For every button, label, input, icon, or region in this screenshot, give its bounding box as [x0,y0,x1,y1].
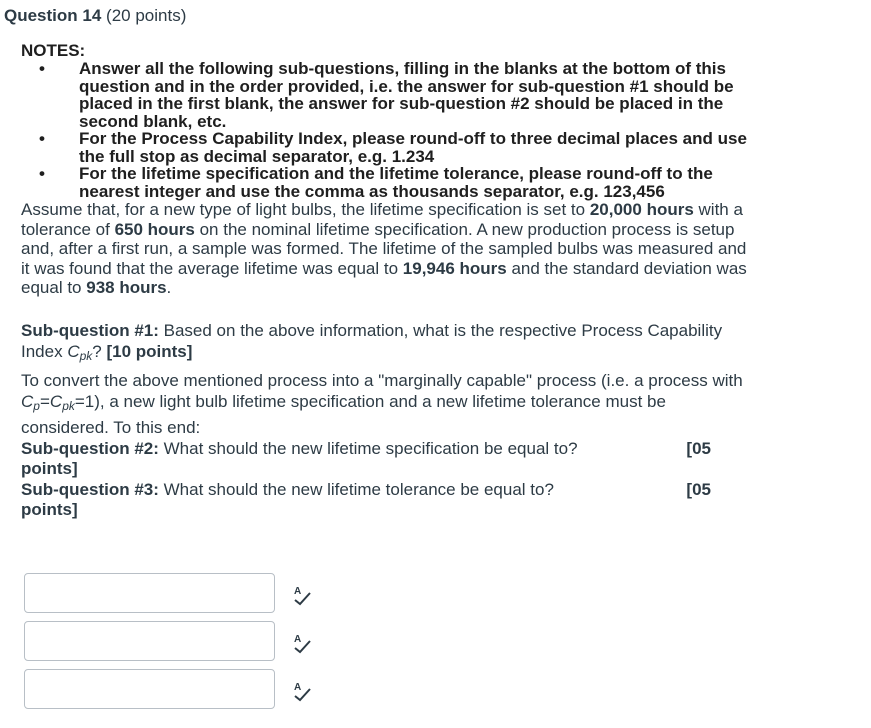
subquestion-1: Sub-question #1: Based on the above information, what is the respective Process Capability Index $C_{pk}$? [10 points] [21,320,723,363]
subquestion-2-points-cont: points] [21,458,78,478]
subquestion-3-points: [05 [686,479,711,499]
convert-paragraph: To convert the above mentioned process into a "marginally capable" process (i.e. a process with $C_p=C_{pk}=1$), a new light bulb lifetime specification and a new lifetime tolerance must be considered. To this end: [21,370,743,437]
subquestion-3: Sub-question #3: What should the new lifetime tolerance be equal to? [05 [21,479,711,499]
answer-blank-1[interactable] [24,573,275,613]
note-item: • For the lifetime specification and the lifetime tolerance, please round-off to the nearest integer and use the comma as thousands separator, e.g. 123,456 [57,165,751,200]
subquestion-2-points: [05 [686,438,711,458]
note-item: • Answer all the following sub-questions, filling in the blanks at the bottom of this question and in the order provided, i.e. the answer for sub-question #1 should be placed in the first blank, the answer for sub-question #2 should be placed in the second blank, etc. [57,60,751,130]
spellcheck-icon[interactable] [291,632,313,654]
tolerance-value: 650 hours [114,219,195,239]
subquestion-3-points-cont: points] [21,499,78,519]
question-points: (20 points) [106,6,187,25]
question-body [21,42,751,520]
subquestion-1-label: Sub-question #1: [21,320,159,340]
subquestion-1-points: [10 points] [106,341,193,361]
answer-input-3[interactable] [25,670,274,708]
subquestion-3-label: Sub-question #3: [21,479,159,499]
spec-value: 20,000 hours [589,200,694,219]
answer-input-1[interactable] [25,574,274,612]
svg-text:A: A [294,586,302,597]
subquestion-2: Sub-question #2: What should the new lifetime specification be equal to? [05 [21,438,711,458]
answer-blank-2[interactable] [24,621,275,661]
svg-text:A: A [294,634,302,645]
spellcheck-icon[interactable] [291,680,313,702]
question-header [4,6,186,26]
note-item: • For the Process Capability Index, please round-off to three decimal places and use the full stop as decimal separator, e.g. 1.234 [57,130,751,165]
answer-blank-3[interactable] [24,669,275,709]
notes-title: NOTES: [21,41,86,60]
mean-value: 19,946 hours [402,258,507,278]
sd-value: 938 hours [86,278,167,297]
notes-list [21,60,751,200]
answer-input-2[interactable] [25,622,274,660]
question-title: Question 14 [4,6,102,25]
spellcheck-icon[interactable] [291,584,313,606]
subquestion-2-label: Sub-question #2: [21,438,159,458]
svg-text:A: A [294,682,302,693]
intro-paragraph: Assume that, for a new type of light bulbs, the lifetime specification is set to 20,000 hours with a tolerance of 650 hours on the nominal lifetime specification. A new production process is setup and, after a first run, a sample was formed. The lifetime of the sampled bulbs was measured and it was found that the average lifetime was equal to 19,946 hours and the standard deviation was equal to 938 hours. [21,200,747,297]
